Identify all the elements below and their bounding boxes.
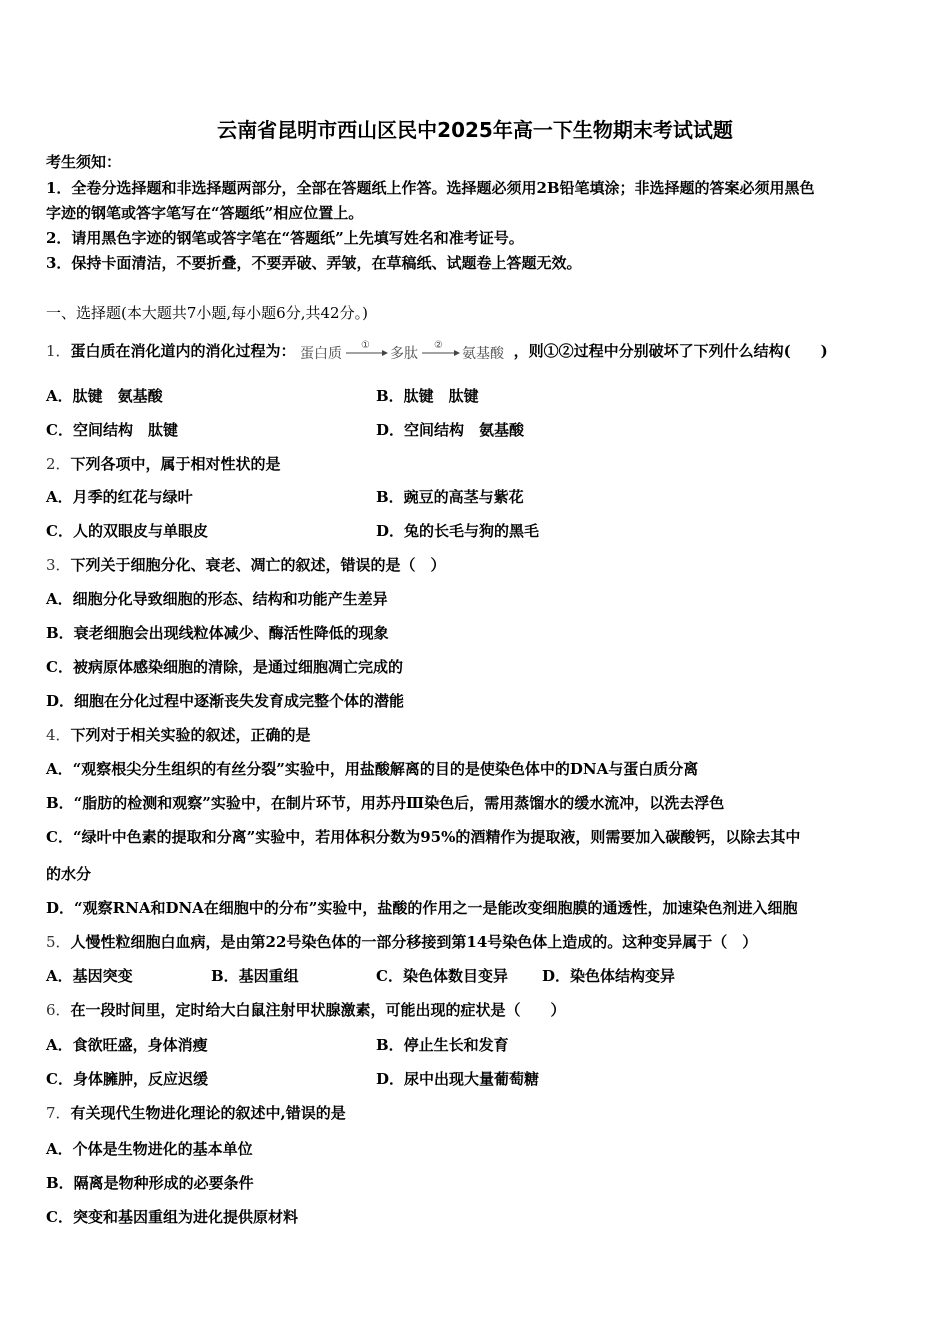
notice-item: 1．全卷分选择题和非选择题两部分，全部在答题纸上作答。选择题必须用2B铅笔填涂；非选择题的答案必须用黑色 — [46, 179, 815, 197]
option-b: B．“脂肪的检测和观察”实验中，在制片环节，用苏丹Ⅲ染色后，需用蒸馏水的缓水流冲，以洗去浮色 — [46, 794, 725, 812]
question-2 — [46, 454, 281, 474]
option-a: A．个体是生物进化的基本单位 — [46, 1140, 253, 1158]
question-number: 2． — [46, 455, 71, 473]
option-b: B．衰老细胞会出现线粒体减少、酶活性降低的现象 — [46, 624, 389, 642]
option-c: C．染色体数目变异 — [376, 967, 508, 985]
option-a: A．肽键 氨基酸 — [46, 387, 163, 405]
question-text: 有关现代生物进化理论的叙述中,错误的是 — [70, 1104, 346, 1122]
question-number: 4． — [46, 726, 71, 744]
option-d: D．染色体结构变异 — [542, 967, 676, 985]
option-a: A．“观察根尖分生组织的有丝分裂”实验中，用盐酸解离的目的是使染色体中的DNA与蛋白质分离 — [46, 760, 699, 778]
question-3 — [46, 555, 446, 575]
question-number: 6． — [46, 1001, 71, 1019]
digestion-process-diagram — [300, 339, 510, 365]
option-c: C．人的双眼皮与单眼皮 — [46, 522, 208, 540]
option-b: B．停止生长和发育 — [376, 1036, 509, 1054]
option-b: B．豌豆的高茎与紫花 — [376, 488, 524, 506]
diagram-label-protein: 蛋白质 — [299, 346, 342, 362]
option-b: B．基因重组 — [211, 967, 299, 985]
question-text: 在一段时间里，定时给大白鼠注射甲状腺激素，可能出现的症状是（ ） — [70, 1001, 566, 1019]
arrow-1-head — [382, 350, 388, 356]
question-1 — [46, 339, 828, 365]
diagram-step-2: ② — [433, 340, 443, 351]
question-4 — [46, 725, 311, 745]
diagram-label-amino-acid: 氨基酸 — [461, 346, 504, 362]
option-b: B．肽键 肽键 — [376, 387, 479, 405]
option-c: C．身体臃肿，反应迟缓 — [46, 1070, 208, 1088]
question-text-cont: ，则①②过程中分别破坏了下列什么结构( ) — [513, 342, 828, 360]
question-5 — [46, 932, 757, 952]
option-c: C．“绿叶中色素的提取和分离”实验中，若用体积分数为95%的酒精作为提取液，则需要加入碳酸钙，以除去其中 — [46, 828, 801, 846]
option-a: A．食欲旺盛，身体消瘦 — [46, 1036, 208, 1054]
option-c-cont: 的水分 — [46, 865, 92, 883]
option-b: B．隔离是物种形成的必要条件 — [46, 1174, 254, 1192]
question-7 — [46, 1103, 346, 1123]
option-d: D．“观察RNA和DNA在细胞中的分布”实验中，盐酸的作用之一是能改变细胞膜的通透性，加速染色剂进入细胞 — [46, 899, 798, 917]
section-heading: 一、选择题(本大题共7小题,每小题6分,共42分。) — [46, 304, 368, 322]
option-a: A．基因突变 — [46, 967, 133, 985]
question-text: 人慢性粒细胞白血病，是由第22号染色体的一部分移接到第14号染色体上造成的。这种变异属于（ ） — [70, 933, 758, 951]
option-c: C．被病原体感染细胞的清除，是通过细胞凋亡完成的 — [46, 658, 403, 676]
option-d: D．细胞在分化过程中逐渐丧失发育成完整个体的潜能 — [46, 692, 405, 710]
option-c: C．突变和基因重组为进化提供原材料 — [46, 1208, 298, 1226]
option-d: D．空间结构 氨基酸 — [376, 421, 525, 439]
arrow-2-head — [454, 350, 460, 356]
notice-heading: 考生须知： — [46, 153, 122, 171]
option-d: D．尿中出现大量葡萄糖 — [376, 1070, 540, 1088]
notice-item: 2．请用黑色字迹的钢笔或答字笔在“答题纸”上先填写姓名和准考证号。 — [46, 229, 524, 247]
page-title: 云南省昆明市西山区民中2025年高一下生物期末考试试题 — [217, 118, 733, 142]
diagram-label-peptide: 多肽 — [389, 346, 418, 362]
question-number: 3． — [46, 556, 71, 574]
option-a: A．月季的红花与绿叶 — [46, 488, 193, 506]
option-c: C．空间结构 肽键 — [46, 421, 178, 439]
question-number: 1． — [46, 342, 71, 360]
question-text: 下列各项中，属于相对性状的是 — [70, 455, 281, 473]
question-number: 7． — [46, 1104, 71, 1122]
option-a: A．细胞分化导致细胞的形态、结构和功能产生差异 — [46, 590, 388, 608]
question-text: 蛋白质在消化道内的消化过程为： — [70, 342, 296, 360]
question-text: 下列对于相关实验的叙述，正确的是 — [70, 726, 311, 744]
question-6 — [46, 1000, 566, 1020]
option-d: D．兔的长毛与狗的黑毛 — [376, 522, 540, 540]
notice-item: 字迹的钢笔或答字笔写在“答题纸”相应位置上。 — [46, 204, 364, 222]
question-number: 5． — [46, 933, 71, 951]
diagram-step-1: ① — [360, 340, 370, 351]
notice-item: 3．保持卡面清洁，不要折叠，不要弄破、弄皱，在草稿纸、试题卷上答题无效。 — [46, 254, 582, 272]
question-text: 下列关于细胞分化、衰老、凋亡的叙述，错误的是（ ） — [70, 556, 446, 574]
